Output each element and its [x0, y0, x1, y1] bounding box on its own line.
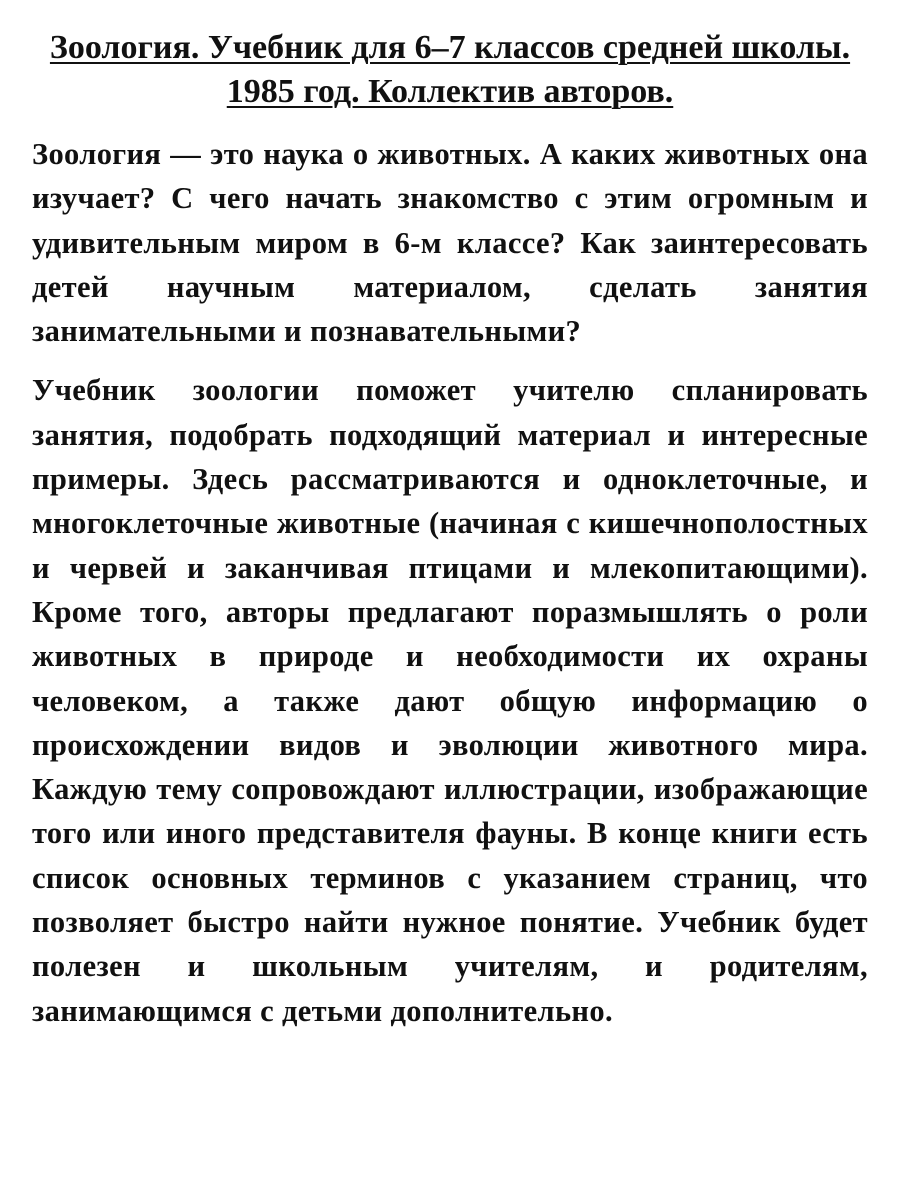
- document-page: [32, 0, 868, 1033]
- paragraph-intro: Зоология — это наука о животных. А каких животных она изучает? С чего начать знакомство с этим огромным и удивительным миром в 6-м классе? Как заинтересовать детей научным материалом, сделать занятия занимательными и познавательными?: [32, 137, 868, 349]
- document-title: Зоология. Учебник для 6–7 классов средней школы. 1985 год. Коллектив авторов.: [49, 29, 851, 110]
- paragraph-description: Учебник зоологии поможет учителю спланировать занятия, подобрать подходящий материал и интересные примеры. Здесь рассматриваются и одноклеточные, и многоклеточные животные (начиная с кишечнополостных и червей и заканчивая птицами и млекопитающими). Кроме того, авторы предлагают поразмышлять о роли животных в природе и необходимости их охраны человеком, а также дают общую информацию о происхождении видов и эволюции животного мира. Каждую тему сопровождают иллюстрации, изображающие того или иного представителя фауны. В конце книги есть список основных терминов с указанием страниц, что позволяет быстро найти нужное понятие. Учебник будет полезен и школьным учителям, и родителям, занимающимся с детьми дополнительно.: [32, 373, 868, 1028]
